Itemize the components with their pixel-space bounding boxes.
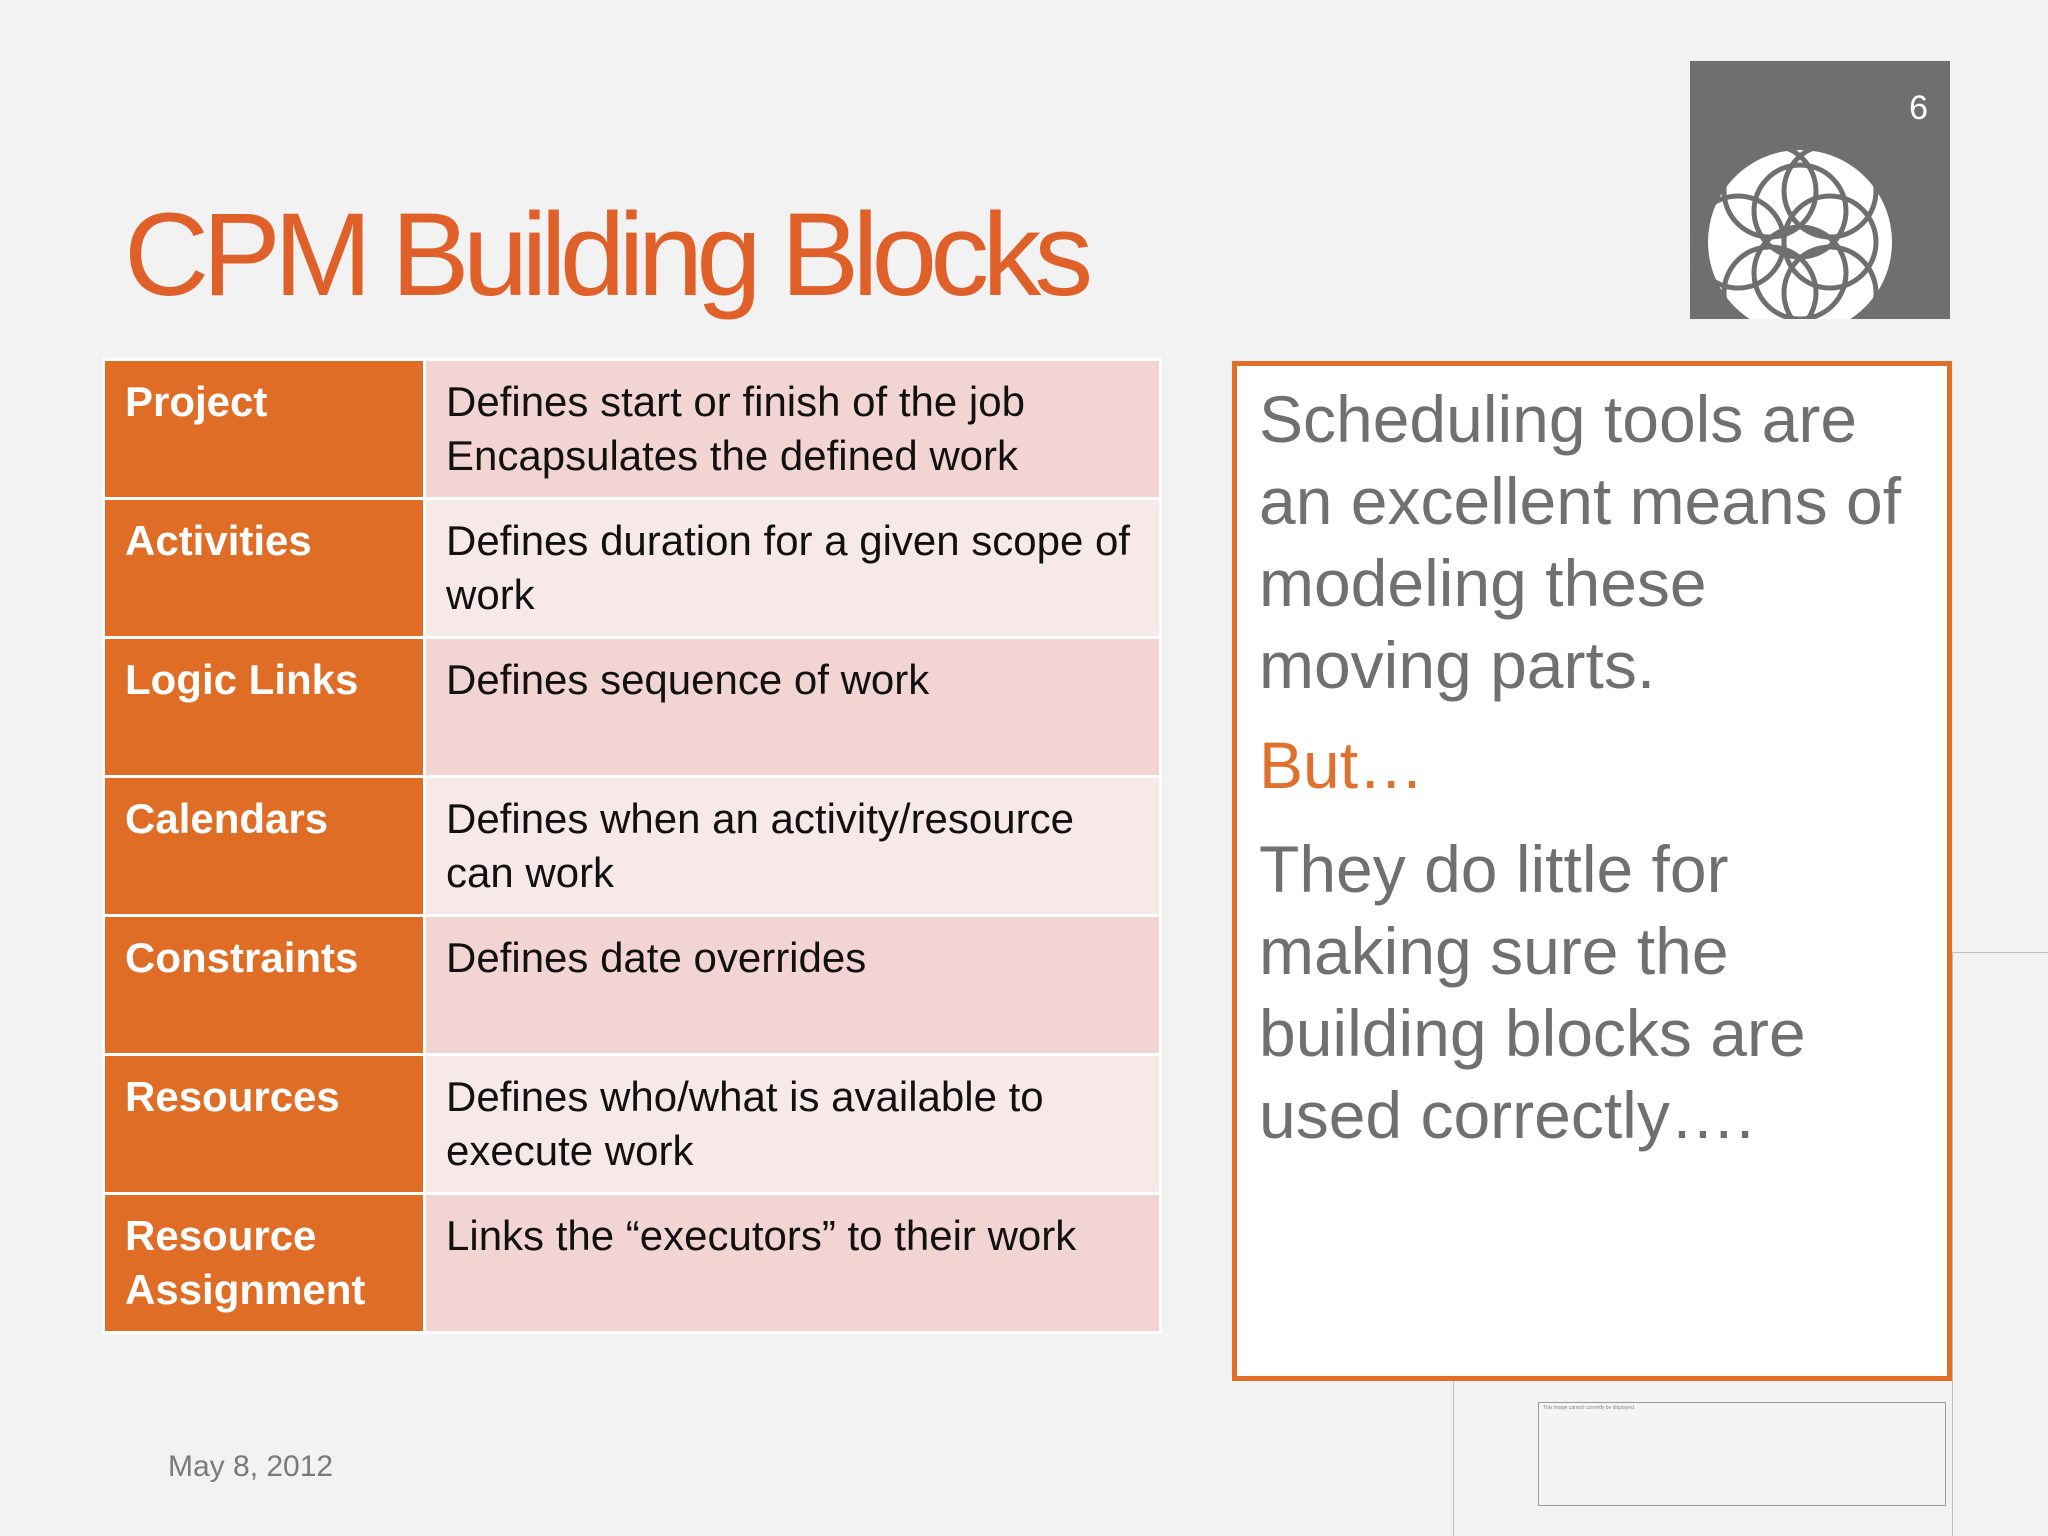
table-row xyxy=(104,638,1161,777)
table-row xyxy=(104,360,1161,499)
table-row xyxy=(104,499,1161,638)
callout-intro: Scheduling tools are an excellent means of modeling these moving parts. xyxy=(1259,382,1902,702)
definition-line: Links the “executors” to their work xyxy=(446,1212,1077,1259)
definition-line: Defines duration for a given scope of work xyxy=(446,517,1131,618)
table-row xyxy=(104,916,1161,1055)
building-blocks-table xyxy=(102,358,1162,1334)
callout-but: But… xyxy=(1259,728,1425,802)
row-term: Constraints xyxy=(104,916,425,1055)
placeholder-frame-right xyxy=(1952,952,2048,1536)
row-definition xyxy=(425,499,1161,638)
table-row xyxy=(104,777,1161,916)
row-definition xyxy=(425,777,1161,916)
row-term: Calendars xyxy=(104,777,425,916)
row-term: Project xyxy=(104,360,425,499)
row-definition xyxy=(425,1055,1161,1194)
definition-line: Defines start or finish of the job xyxy=(446,378,1025,425)
logo-block xyxy=(1690,61,1950,319)
rosette-logo-icon xyxy=(1690,61,1950,319)
callout-box xyxy=(1232,361,1952,1381)
row-term: Resources xyxy=(104,1055,425,1194)
table-row xyxy=(104,1055,1161,1194)
row-term: Logic Links xyxy=(104,638,425,777)
definition-line: Defines date overrides xyxy=(446,934,867,981)
row-definition xyxy=(425,360,1161,499)
table-row xyxy=(104,1194,1161,1333)
slide-number: 6 xyxy=(1909,89,1928,127)
row-definition xyxy=(425,916,1161,1055)
row-definition xyxy=(425,638,1161,777)
slide-date: May 8, 2012 xyxy=(168,1450,334,1483)
callout-conclusion: They do little for making sure the building blocks are used correctly…. xyxy=(1259,832,1806,1152)
definition-line: Encapsulates the defined work xyxy=(446,432,1019,479)
definition-line: Defines sequence of work xyxy=(446,656,930,703)
definition-line: Defines who/what is available to execute work xyxy=(446,1073,1044,1174)
slide-title: CPM Building Blocks xyxy=(124,189,1087,321)
row-term: Activities xyxy=(104,499,425,638)
definition-line: Defines when an activity/resource can work xyxy=(446,795,1074,896)
image-placeholder-text: This image cannot currently be displayed. xyxy=(1543,1405,1636,1411)
row-term: Resource Assignment xyxy=(104,1194,425,1333)
image-placeholder xyxy=(1538,1402,1946,1506)
row-definition xyxy=(425,1194,1161,1333)
